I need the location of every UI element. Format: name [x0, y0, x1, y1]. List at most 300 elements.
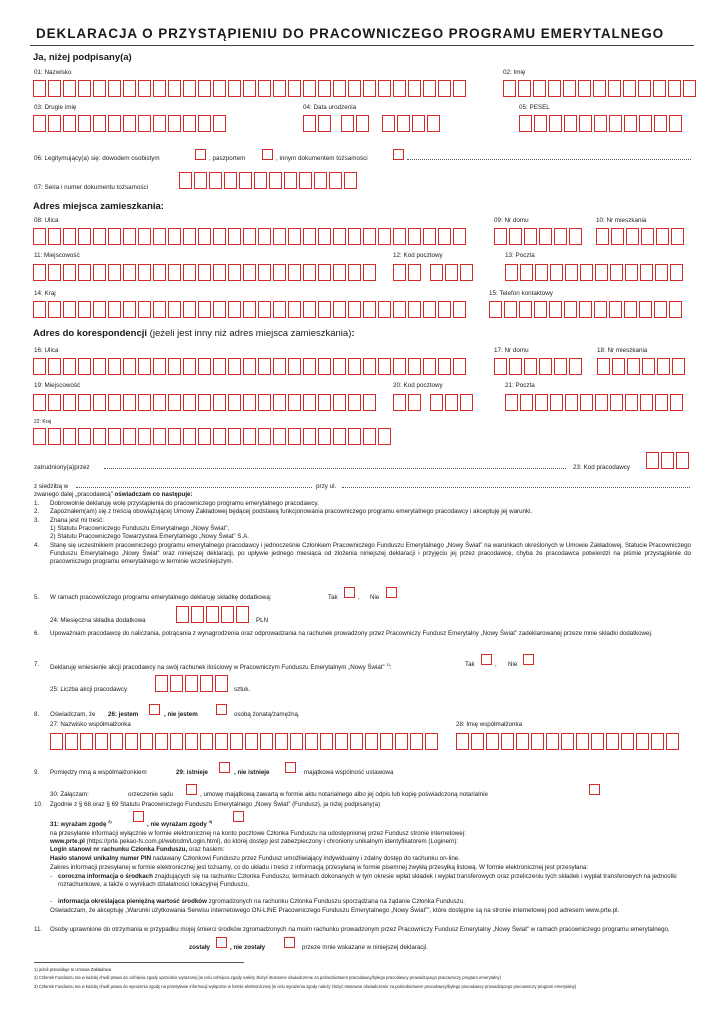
character-box[interactable] [288, 394, 301, 411]
character-box[interactable] [273, 264, 286, 281]
character-box[interactable] [138, 264, 151, 281]
character-box[interactable] [579, 301, 592, 318]
character-box[interactable] [363, 264, 376, 281]
corr-postcode-first-field[interactable] [393, 394, 421, 411]
character-box[interactable] [489, 301, 502, 318]
character-box[interactable] [569, 358, 582, 375]
character-box[interactable] [168, 228, 181, 245]
character-box[interactable] [676, 452, 689, 469]
character-box[interactable] [93, 80, 106, 97]
character-box[interactable] [198, 80, 211, 97]
character-box[interactable] [534, 115, 547, 132]
character-box[interactable] [63, 80, 76, 97]
character-box[interactable] [288, 228, 301, 245]
character-box[interactable] [669, 115, 682, 132]
character-box[interactable] [125, 733, 138, 750]
character-box[interactable] [683, 80, 696, 97]
spouse-surname-field[interactable] [50, 733, 438, 750]
corr-street-field[interactable] [33, 358, 466, 375]
character-box[interactable] [288, 264, 301, 281]
character-box[interactable] [93, 394, 106, 411]
character-box[interactable] [170, 675, 183, 692]
character-box[interactable] [518, 80, 531, 97]
character-box[interactable] [533, 80, 546, 97]
character-box[interactable] [170, 733, 183, 750]
character-box[interactable] [655, 394, 668, 411]
character-box[interactable] [408, 301, 421, 318]
character-box[interactable] [453, 228, 466, 245]
character-box[interactable] [670, 394, 683, 411]
character-box[interactable] [550, 264, 563, 281]
character-box[interactable] [393, 80, 406, 97]
character-box[interactable] [626, 228, 639, 245]
post-office-field[interactable] [505, 264, 683, 281]
character-box[interactable] [453, 358, 466, 375]
beneficiaries-not-named-checkbox[interactable] [284, 937, 295, 948]
character-box[interactable] [48, 394, 61, 411]
character-box[interactable] [639, 301, 652, 318]
character-box[interactable] [531, 733, 544, 750]
character-box[interactable] [636, 733, 649, 750]
character-box[interactable] [641, 228, 654, 245]
character-box[interactable] [524, 228, 537, 245]
character-box[interactable] [393, 358, 406, 375]
character-box[interactable] [318, 358, 331, 375]
character-box[interactable] [303, 80, 316, 97]
character-box[interactable] [363, 228, 376, 245]
character-box[interactable] [288, 428, 301, 445]
character-box[interactable] [520, 264, 533, 281]
character-box[interactable] [412, 115, 425, 132]
character-box[interactable] [378, 301, 391, 318]
corr-house-no-field[interactable] [494, 358, 582, 375]
character-box[interactable] [213, 358, 226, 375]
character-box[interactable] [183, 115, 196, 132]
employer-shares-no-checkbox[interactable] [523, 654, 534, 665]
character-box[interactable] [640, 394, 653, 411]
character-box[interactable] [260, 733, 273, 750]
character-box[interactable] [460, 394, 473, 411]
character-box[interactable] [243, 80, 256, 97]
character-box[interactable] [183, 428, 196, 445]
first-name-field[interactable] [503, 80, 696, 97]
character-box[interactable] [333, 301, 346, 318]
character-box[interactable] [348, 264, 361, 281]
character-box[interactable] [534, 301, 547, 318]
character-box[interactable] [503, 80, 516, 97]
character-box[interactable] [642, 358, 655, 375]
town-field[interactable] [33, 264, 376, 281]
character-box[interactable] [595, 264, 608, 281]
character-box[interactable] [549, 115, 562, 132]
birth-day-field[interactable] [303, 115, 331, 132]
character-box[interactable] [303, 228, 316, 245]
character-box[interactable] [382, 115, 395, 132]
character-box[interactable] [653, 80, 666, 97]
character-box[interactable] [668, 80, 681, 97]
character-box[interactable] [123, 358, 136, 375]
character-box[interactable] [423, 228, 436, 245]
character-box[interactable] [378, 358, 391, 375]
character-box[interactable] [594, 301, 607, 318]
no-consent-checkbox[interactable] [233, 811, 244, 822]
character-box[interactable] [393, 228, 406, 245]
character-box[interactable] [153, 228, 166, 245]
character-box[interactable] [335, 733, 348, 750]
character-box[interactable] [108, 301, 121, 318]
character-box[interactable] [108, 394, 121, 411]
character-box[interactable] [564, 301, 577, 318]
character-box[interactable] [303, 428, 316, 445]
character-box[interactable] [138, 428, 151, 445]
character-box[interactable] [348, 80, 361, 97]
character-box[interactable] [333, 228, 346, 245]
character-box[interactable] [554, 358, 567, 375]
extra-contribution-yes-checkbox[interactable] [344, 587, 355, 598]
character-box[interactable] [504, 301, 517, 318]
joint-property-not-exists-checkbox[interactable] [285, 762, 296, 773]
character-box[interactable] [333, 358, 346, 375]
character-box[interactable] [655, 264, 668, 281]
character-box[interactable] [624, 301, 637, 318]
employer-name-line[interactable] [104, 463, 566, 469]
character-box[interactable] [288, 301, 301, 318]
character-box[interactable] [33, 301, 46, 318]
character-box[interactable] [239, 172, 252, 189]
character-box[interactable] [661, 452, 674, 469]
postcode-first-field[interactable] [393, 264, 421, 281]
character-box[interactable] [393, 264, 406, 281]
character-box[interactable] [350, 733, 363, 750]
character-box[interactable] [610, 264, 623, 281]
character-box[interactable] [288, 80, 301, 97]
character-box[interactable] [78, 228, 91, 245]
character-box[interactable] [108, 428, 121, 445]
character-box[interactable] [456, 733, 469, 750]
character-box[interactable] [138, 358, 151, 375]
character-box[interactable] [258, 228, 271, 245]
character-box[interactable] [48, 428, 61, 445]
character-box[interactable] [624, 115, 637, 132]
character-box[interactable] [168, 264, 181, 281]
character-box[interactable] [80, 733, 93, 750]
character-box[interactable] [93, 264, 106, 281]
character-box[interactable] [314, 172, 327, 189]
character-box[interactable] [594, 115, 607, 132]
character-box[interactable] [200, 675, 213, 692]
character-box[interactable] [608, 80, 621, 97]
character-box[interactable] [183, 228, 196, 245]
character-box[interactable] [168, 301, 181, 318]
character-box[interactable] [505, 264, 518, 281]
character-box[interactable] [95, 733, 108, 750]
character-box[interactable] [344, 172, 357, 189]
country-field[interactable] [33, 301, 466, 318]
character-box[interactable] [299, 172, 312, 189]
corr-town-field[interactable] [33, 394, 376, 411]
character-box[interactable] [63, 264, 76, 281]
character-box[interactable] [638, 80, 651, 97]
character-box[interactable] [410, 733, 423, 750]
character-box[interactable] [206, 606, 219, 623]
character-box[interactable] [654, 301, 667, 318]
character-box[interactable] [363, 358, 376, 375]
character-box[interactable] [198, 228, 211, 245]
character-box[interactable] [303, 264, 316, 281]
character-box[interactable] [215, 675, 228, 692]
corr-flat-no-field[interactable] [597, 358, 685, 375]
character-box[interactable] [290, 733, 303, 750]
character-box[interactable] [198, 301, 211, 318]
character-box[interactable] [221, 606, 234, 623]
character-box[interactable] [423, 358, 436, 375]
character-box[interactable] [243, 264, 256, 281]
character-box[interactable] [333, 428, 346, 445]
character-box[interactable] [258, 80, 271, 97]
character-box[interactable] [609, 115, 622, 132]
monthly-contribution-field[interactable] [176, 606, 249, 623]
character-box[interactable] [565, 394, 578, 411]
character-box[interactable] [505, 394, 518, 411]
character-box[interactable] [138, 301, 151, 318]
character-box[interactable] [408, 80, 421, 97]
character-box[interactable] [63, 358, 76, 375]
extra-contribution-no-checkbox[interactable] [386, 587, 397, 598]
character-box[interactable] [191, 606, 204, 623]
seat-line[interactable] [76, 482, 312, 488]
character-box[interactable] [213, 228, 226, 245]
character-box[interactable] [63, 115, 76, 132]
court-ruling-checkbox[interactable] [186, 784, 197, 795]
character-box[interactable] [228, 301, 241, 318]
character-box[interactable] [198, 115, 211, 132]
character-box[interactable] [657, 358, 670, 375]
character-box[interactable] [245, 733, 258, 750]
corr-postcode-second-field[interactable] [430, 394, 473, 411]
character-box[interactable] [48, 301, 61, 318]
character-box[interactable] [640, 264, 653, 281]
character-box[interactable] [445, 394, 458, 411]
character-box[interactable] [33, 358, 46, 375]
character-box[interactable] [303, 115, 316, 132]
character-box[interactable] [228, 358, 241, 375]
character-box[interactable] [123, 115, 136, 132]
character-box[interactable] [486, 733, 499, 750]
character-box[interactable] [168, 358, 181, 375]
character-box[interactable] [623, 80, 636, 97]
character-box[interactable] [33, 80, 46, 97]
character-box[interactable] [580, 394, 593, 411]
character-box[interactable] [494, 228, 507, 245]
character-box[interactable] [33, 228, 46, 245]
character-box[interactable] [258, 264, 271, 281]
character-box[interactable] [123, 80, 136, 97]
character-box[interactable] [549, 301, 562, 318]
character-box[interactable] [213, 115, 226, 132]
not-married-checkbox[interactable] [216, 704, 227, 715]
character-box[interactable] [123, 264, 136, 281]
character-box[interactable] [198, 428, 211, 445]
pesel-field[interactable] [519, 115, 682, 132]
character-box[interactable] [78, 301, 91, 318]
character-box[interactable] [666, 733, 679, 750]
character-box[interactable] [108, 264, 121, 281]
character-box[interactable] [348, 358, 361, 375]
character-box[interactable] [258, 358, 271, 375]
character-box[interactable] [610, 394, 623, 411]
character-box[interactable] [494, 358, 507, 375]
other-document-checkbox[interactable] [393, 149, 404, 160]
character-box[interactable] [438, 228, 451, 245]
character-box[interactable] [273, 394, 286, 411]
character-box[interactable] [243, 394, 256, 411]
character-box[interactable] [318, 264, 331, 281]
character-box[interactable] [606, 733, 619, 750]
character-box[interactable] [656, 228, 669, 245]
character-box[interactable] [333, 264, 346, 281]
character-box[interactable] [333, 80, 346, 97]
character-box[interactable] [288, 358, 301, 375]
character-box[interactable] [168, 115, 181, 132]
character-box[interactable] [639, 115, 652, 132]
character-box[interactable] [546, 733, 559, 750]
character-box[interactable] [305, 733, 318, 750]
surname-field[interactable] [33, 80, 466, 97]
character-box[interactable] [397, 115, 410, 132]
character-box[interactable] [153, 428, 166, 445]
character-box[interactable] [318, 80, 331, 97]
character-box[interactable] [243, 228, 256, 245]
character-box[interactable] [580, 264, 593, 281]
character-box[interactable] [363, 394, 376, 411]
character-box[interactable] [595, 394, 608, 411]
character-box[interactable] [213, 264, 226, 281]
character-box[interactable] [320, 733, 333, 750]
character-box[interactable] [646, 452, 659, 469]
character-box[interactable] [48, 264, 61, 281]
character-box[interactable] [393, 301, 406, 318]
character-box[interactable] [108, 115, 121, 132]
character-box[interactable] [548, 80, 561, 97]
character-box[interactable] [509, 358, 522, 375]
character-box[interactable] [535, 394, 548, 411]
character-box[interactable] [393, 394, 406, 411]
character-box[interactable] [609, 301, 622, 318]
character-box[interactable] [378, 228, 391, 245]
character-box[interactable] [408, 228, 421, 245]
character-box[interactable] [430, 264, 443, 281]
character-box[interactable] [438, 358, 451, 375]
character-box[interactable] [93, 115, 106, 132]
character-box[interactable] [63, 228, 76, 245]
character-box[interactable] [108, 358, 121, 375]
character-box[interactable] [153, 264, 166, 281]
character-box[interactable] [427, 115, 440, 132]
joint-property-exists-checkbox[interactable] [219, 762, 230, 773]
character-box[interactable] [378, 428, 391, 445]
character-box[interactable] [378, 80, 391, 97]
character-box[interactable] [194, 172, 207, 189]
character-box[interactable] [63, 428, 76, 445]
character-box[interactable] [198, 358, 211, 375]
notarial-agreement-checkbox[interactable] [589, 784, 600, 795]
character-box[interactable] [363, 428, 376, 445]
character-box[interactable] [284, 172, 297, 189]
character-box[interactable] [501, 733, 514, 750]
character-box[interactable] [273, 228, 286, 245]
character-box[interactable] [356, 115, 369, 132]
character-box[interactable] [453, 80, 466, 97]
character-box[interactable] [333, 394, 346, 411]
character-box[interactable] [425, 733, 438, 750]
character-box[interactable] [78, 80, 91, 97]
employer-shares-yes-checkbox[interactable] [481, 654, 492, 665]
character-box[interactable] [183, 394, 196, 411]
character-box[interactable] [78, 264, 91, 281]
character-box[interactable] [183, 80, 196, 97]
character-box[interactable] [672, 358, 685, 375]
character-box[interactable] [153, 80, 166, 97]
character-box[interactable] [123, 428, 136, 445]
character-box[interactable] [33, 264, 46, 281]
flat-no-field[interactable] [596, 228, 684, 245]
character-box[interactable] [243, 428, 256, 445]
character-box[interactable] [621, 733, 634, 750]
character-box[interactable] [155, 733, 168, 750]
character-box[interactable] [654, 115, 667, 132]
character-box[interactable] [78, 428, 91, 445]
character-box[interactable] [593, 80, 606, 97]
character-box[interactable] [561, 733, 574, 750]
character-box[interactable] [363, 80, 376, 97]
character-box[interactable] [627, 358, 640, 375]
character-box[interactable] [408, 358, 421, 375]
character-box[interactable] [303, 358, 316, 375]
character-box[interactable] [550, 394, 563, 411]
character-box[interactable] [200, 733, 213, 750]
character-box[interactable] [198, 264, 211, 281]
character-box[interactable] [215, 733, 228, 750]
character-box[interactable] [224, 172, 237, 189]
character-box[interactable] [591, 733, 604, 750]
house-no-field[interactable] [494, 228, 582, 245]
character-box[interactable] [318, 428, 331, 445]
character-box[interactable] [228, 80, 241, 97]
character-box[interactable] [213, 80, 226, 97]
character-box[interactable] [569, 228, 582, 245]
character-box[interactable] [596, 228, 609, 245]
character-box[interactable] [395, 733, 408, 750]
character-box[interactable] [348, 228, 361, 245]
character-box[interactable] [78, 115, 91, 132]
character-box[interactable] [48, 115, 61, 132]
character-box[interactable] [348, 428, 361, 445]
spouse-name-field[interactable] [456, 733, 679, 750]
character-box[interactable] [123, 228, 136, 245]
id-card-checkbox[interactable] [195, 149, 206, 160]
character-box[interactable] [153, 358, 166, 375]
character-box[interactable] [597, 358, 610, 375]
character-box[interactable] [48, 80, 61, 97]
character-box[interactable] [269, 172, 282, 189]
character-box[interactable] [185, 675, 198, 692]
character-box[interactable] [275, 733, 288, 750]
married-checkbox[interactable] [149, 704, 160, 715]
character-box[interactable] [78, 358, 91, 375]
character-box[interactable] [236, 606, 249, 623]
character-box[interactable] [65, 733, 78, 750]
beneficiaries-named-checkbox[interactable] [216, 937, 227, 948]
